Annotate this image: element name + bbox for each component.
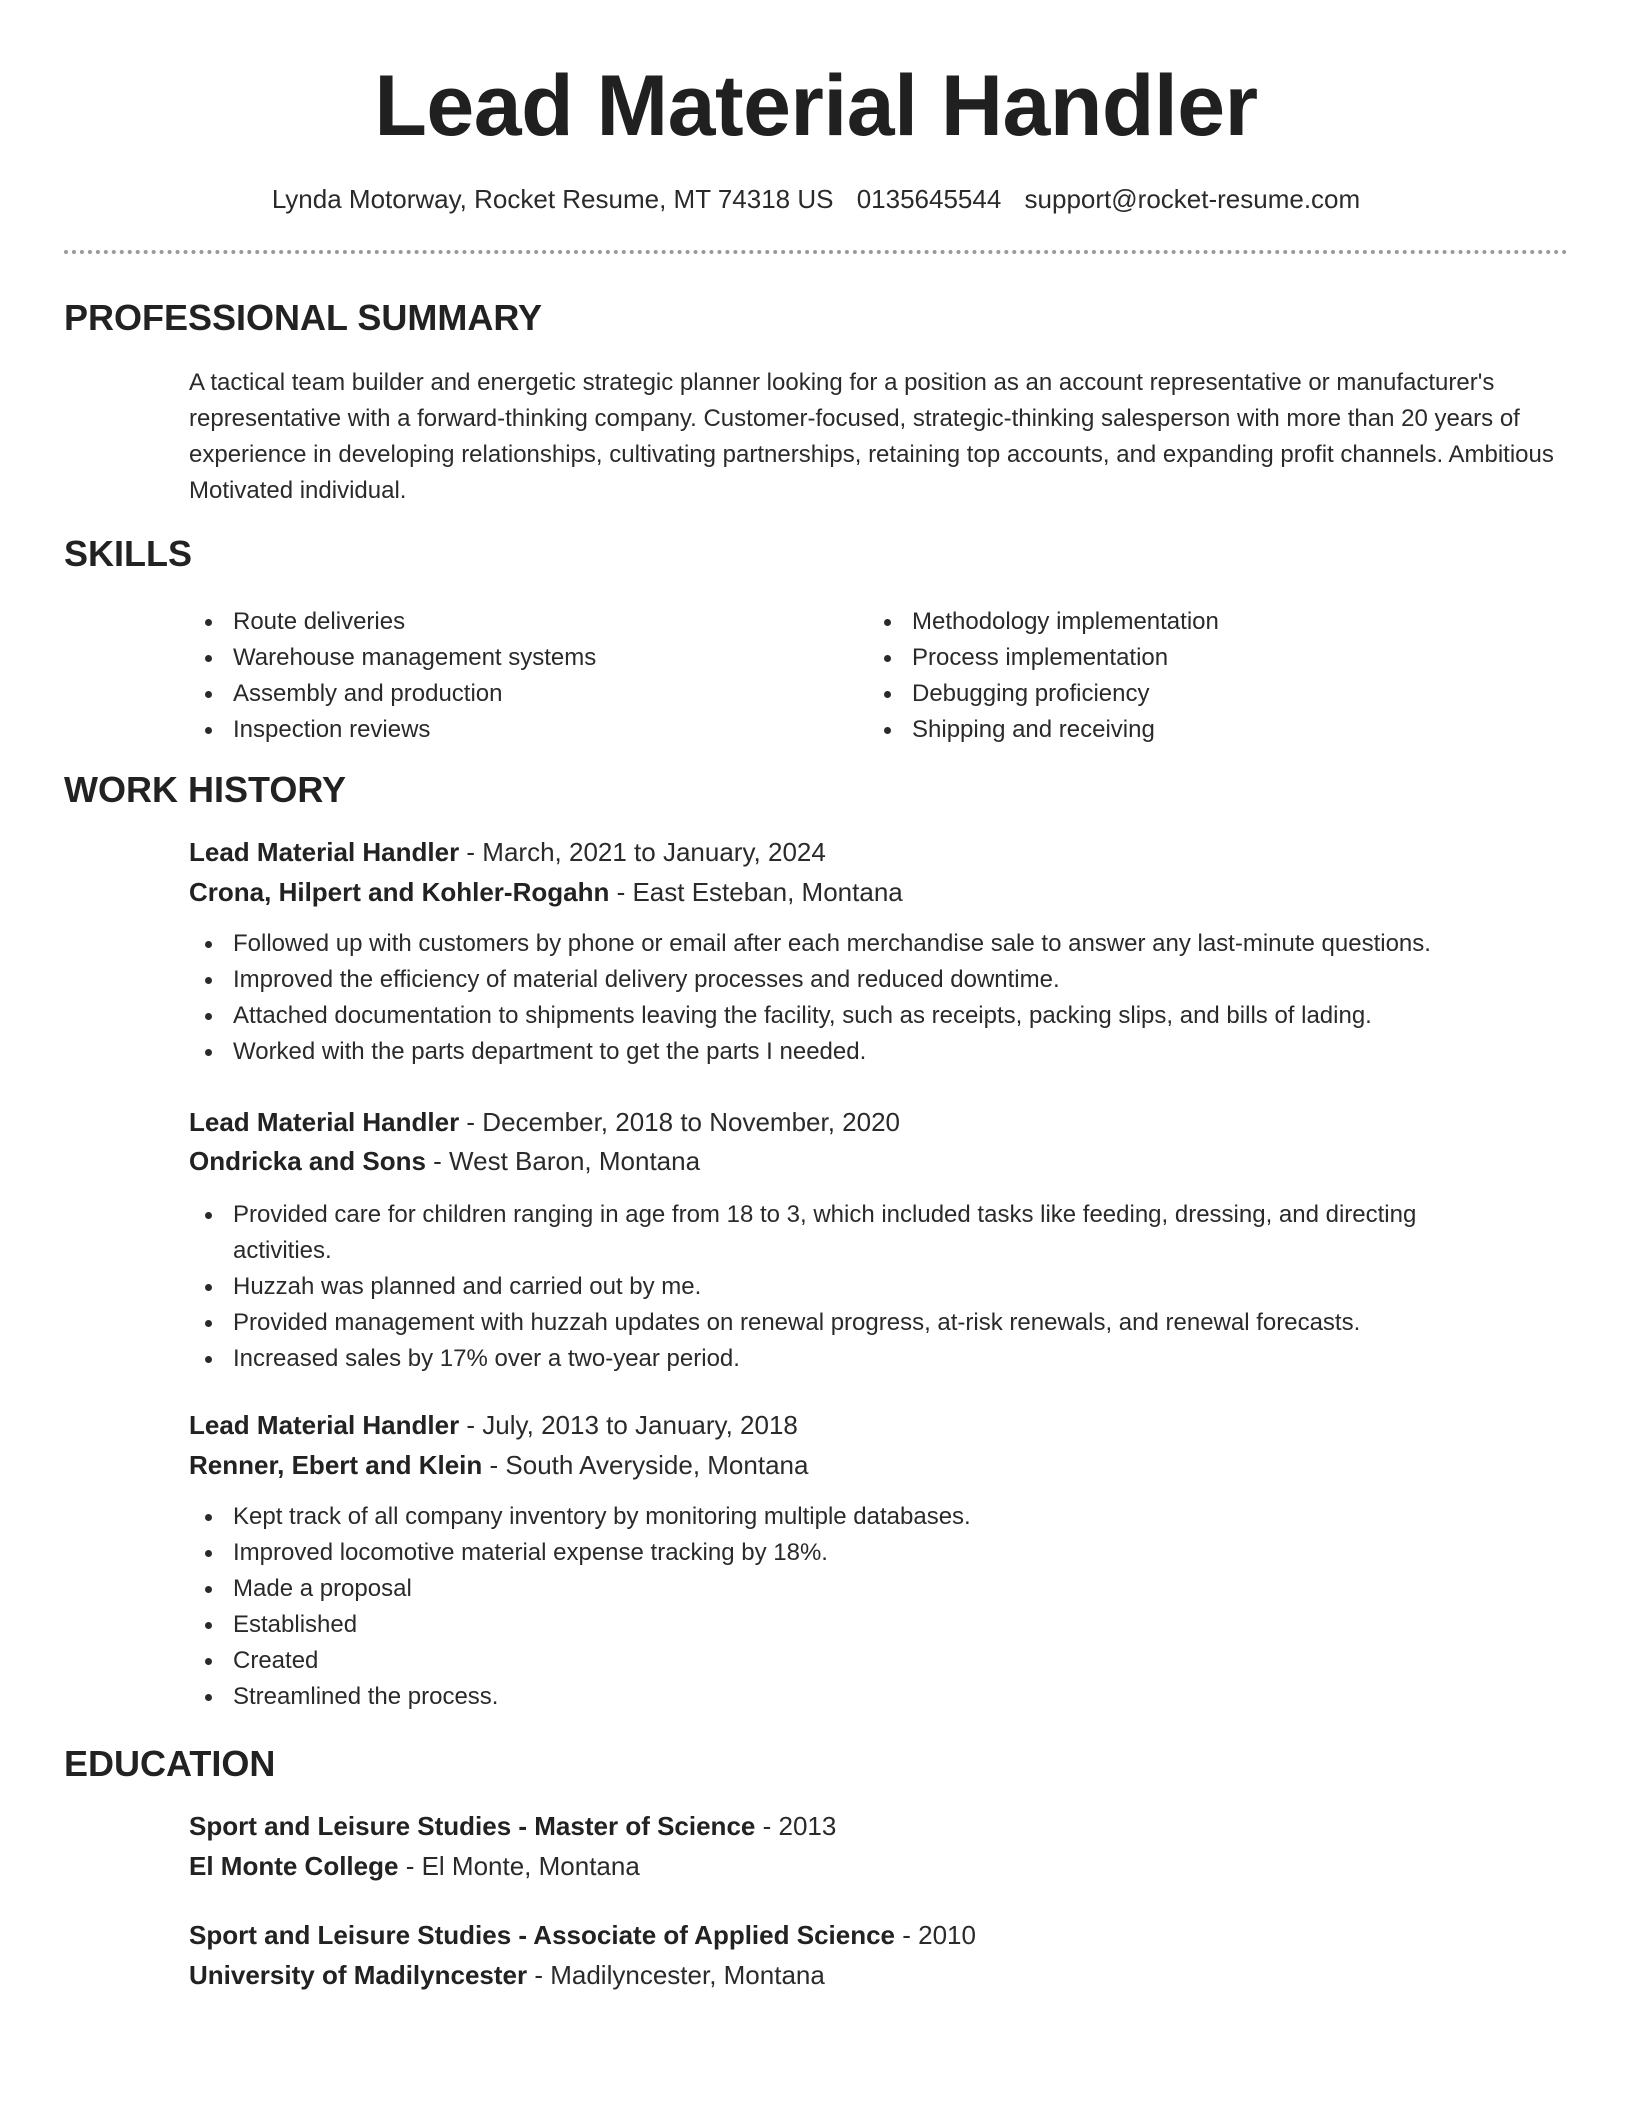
skill-item: Warehouse management systems: [189, 640, 829, 676]
job-company: Renner, Ebert and Klein: [189, 1450, 483, 1480]
education-heading: EDUCATION: [64, 1743, 276, 1784]
work-history-heading: WORK HISTORY: [64, 769, 347, 810]
job-bullets: [189, 926, 1569, 1070]
education-school: El Monte College: [189, 1851, 399, 1881]
job-bullet: Kept track of all company inventory by monitoring multiple databases.: [189, 1499, 1569, 1535]
job-title: Lead Material Handler: [189, 837, 460, 867]
job-title-line: [189, 1104, 900, 1140]
job-location: - West Baron, Montana: [425, 1146, 701, 1176]
job-company-line: [189, 1143, 700, 1179]
job-bullet: Provided management with huzzah updates on renewal progress, at-risk renewals, and renewal forecasts.: [189, 1305, 1489, 1341]
job-bullet: Improved locomotive material expense tracking by 18%.: [189, 1535, 1569, 1571]
job-company-line: [189, 874, 903, 910]
job-bullet: Followed up with customers by phone or email after each merchandise sale to answer any last-minute questions.: [189, 926, 1569, 962]
skill-item: Methodology implementation: [868, 604, 1508, 640]
education-degree: Sport and Leisure Studies - Master of Science: [189, 1811, 756, 1841]
education-degree-line: [189, 1917, 976, 1953]
job-bullets: [189, 1197, 1489, 1377]
education-location: - El Monte, Montana: [398, 1851, 640, 1881]
education-school-line: [189, 1957, 825, 1993]
job-location: - East Esteban, Montana: [609, 877, 903, 907]
job-title: Lead Material Handler: [189, 1107, 460, 1137]
job-dates: - March, 2021 to January, 2024: [459, 837, 826, 867]
skills-list-right: [868, 604, 1508, 748]
job-bullet: Worked with the parts department to get the parts I needed.: [189, 1034, 1569, 1070]
education-degree: Sport and Leisure Studies - Associate of Applied Science: [189, 1920, 896, 1950]
job-company: Ondricka and Sons: [189, 1146, 426, 1176]
education-year: - 2010: [895, 1920, 976, 1950]
job-company-line: [189, 1447, 808, 1483]
job-bullet: Improved the efficiency of material delivery processes and reduced downtime.: [189, 962, 1569, 998]
resume-name: Lead Material Handler: [374, 58, 1258, 154]
job-bullet: Made a proposal: [189, 1571, 1569, 1607]
job-bullet: Established: [189, 1607, 1569, 1643]
education-school: University of Madilyncester: [189, 1960, 528, 1990]
summary-text: A tactical team builder and energetic strategic planner looking for a position as an account representative or manufacturer's representative with a forward-thinking company. Customer-focused, strategic-thinking salesperson with more than 20 years of experience in developing relationships, cultivating partnerships, retaining top accounts, and expanding profit channels. Ambitious Motivated individual.: [189, 369, 1554, 504]
job-bullet: Huzzah was planned and carried out by me.: [189, 1269, 1489, 1305]
education-location: - Madilyncester, Montana: [527, 1960, 825, 1990]
job-dates: - July, 2013 to January, 2018: [459, 1410, 798, 1440]
education-year: - 2013: [755, 1811, 837, 1841]
skills-heading: SKILLS: [64, 533, 193, 574]
skill-item: Assembly and production: [189, 676, 829, 712]
summary-heading: PROFESSIONAL SUMMARY: [64, 297, 543, 338]
job-bullet: Increased sales by 17% over a two-year period.: [189, 1341, 1489, 1377]
job-location: - South Averyside, Montana: [482, 1450, 809, 1480]
skill-item: Process implementation: [868, 640, 1508, 676]
header-divider: [64, 250, 1568, 254]
skill-item: Route deliveries: [189, 604, 829, 640]
job-company: Crona, Hilpert and Kohler-Rogahn: [189, 877, 610, 907]
job-dates: - December, 2018 to November, 2020: [459, 1107, 901, 1137]
job-bullet: Streamlined the process.: [189, 1679, 1569, 1715]
job-bullet: Attached documentation to shipments leaving the facility, such as receipts, packing slips, and bills of lading.: [189, 998, 1569, 1034]
job-title-line: [189, 834, 826, 870]
contact-phone: 0135645544: [856, 184, 1002, 214]
job-bullet: Created: [189, 1643, 1569, 1679]
education-degree-line: [189, 1808, 836, 1844]
job-bullets: [189, 1499, 1569, 1715]
education-school-line: [189, 1848, 640, 1884]
skill-item: Shipping and receiving: [868, 712, 1508, 748]
skills-list-left: [189, 604, 829, 748]
job-title: Lead Material Handler: [189, 1410, 460, 1440]
contact-email: support@rocket-resume.com: [1024, 184, 1361, 214]
contact-address: Lynda Motorway, Rocket Resume, MT 74318 US: [271, 184, 834, 214]
job-bullet: Provided care for children ranging in age from 18 to 3, which included tasks like feeding, dressing, and directing activities.: [189, 1197, 1489, 1269]
contact-line: [0, 182, 1632, 216]
job-title-line: [189, 1407, 798, 1443]
skill-item: Inspection reviews: [189, 712, 829, 748]
skill-item: Debugging proficiency: [868, 676, 1508, 712]
